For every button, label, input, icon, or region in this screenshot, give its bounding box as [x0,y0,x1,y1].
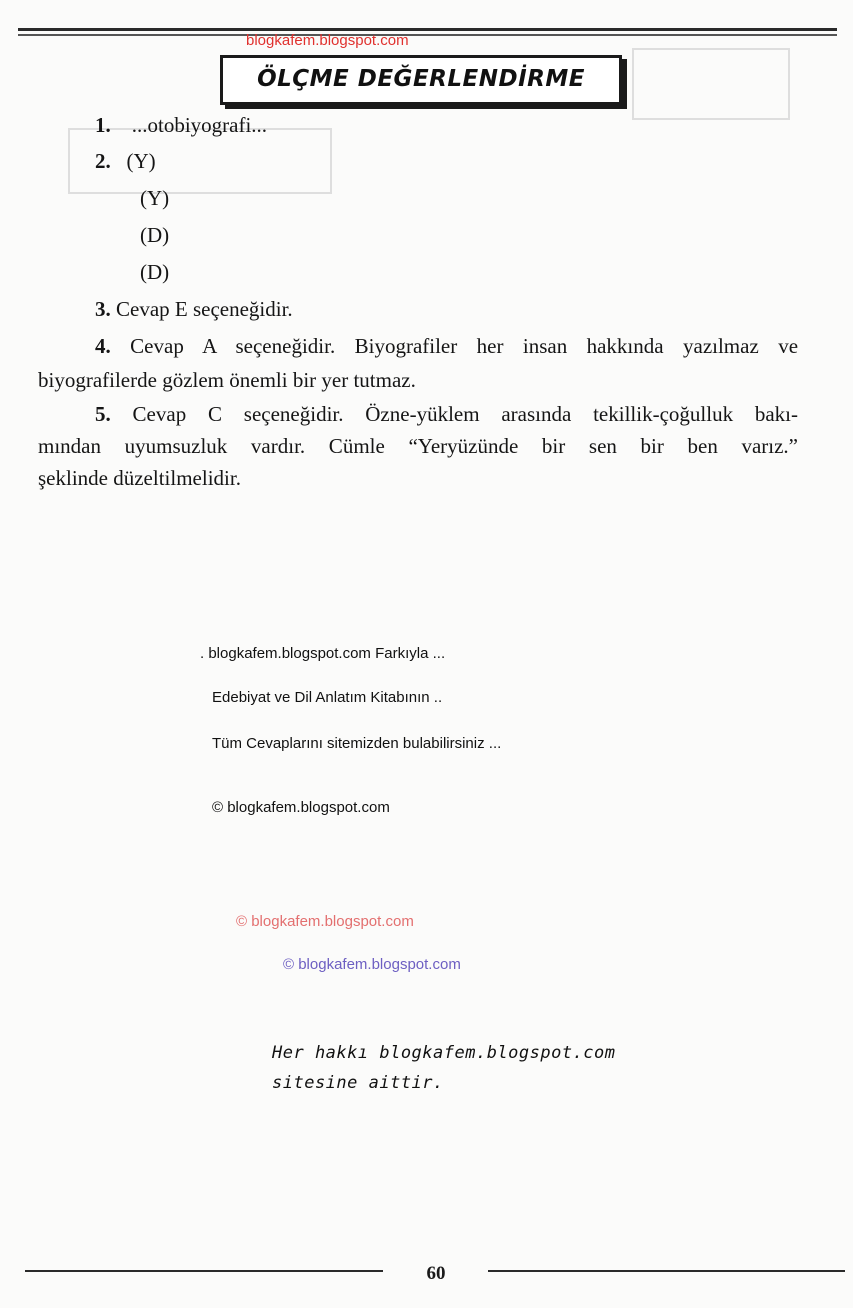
note-copyright: © blogkafem.blogspot.com [212,799,390,816]
title-box [220,55,622,105]
ghost-box-1 [632,48,790,120]
answer-1 [95,113,267,138]
answer-number: 5. [95,402,111,426]
note-kitabinin: Edebiyat ve Dil Anlatım Kitabının .. [212,689,443,706]
handwritten-line-1: Her hakkı blogkafem.blogspot.com [272,1043,616,1063]
answer-text: Cevap C seçeneğidir. Özne-yüklem arasında tekillik-çoğulluk bakı- [132,402,799,426]
top-rule [18,28,837,31]
answer-text: Cevap A seçeneğidir. Biyografiler her insan hakkında yazılmaz ve [130,334,799,358]
answer-2b [140,186,169,211]
note-farkiyla: . blogkafem.blogspot.com Farkıyla ... [200,645,446,662]
answer-4-line2: biyografilerde gözlem önemli bir yer tutmaz. [38,368,416,392]
watermark-purple: © blogkafem.blogspot.com [283,956,461,973]
answer-2d [140,260,169,285]
note-cevaplar: Tüm Cevaplarını sitemizden bulabilirsiniz ... [212,735,502,752]
answer-number: 3. [95,297,111,321]
answer-text: ...otobiyografi... [131,113,268,137]
top-rule-secondary [18,34,837,36]
answer-3 [95,297,293,322]
answer-4-line1 [95,334,798,359]
answer-number: 4. [95,334,111,358]
footer-rule-right [488,1270,845,1272]
answer-text: (D) [140,223,170,247]
page-title: ÖLÇME DEĞERLENDİRME [257,66,585,92]
answer-2a [95,149,156,174]
watermark-red: © blogkafem.blogspot.com [236,913,414,930]
answer-number: 2. [95,149,111,173]
footer-rule-left [25,1270,383,1272]
answer-text: Cevap E seçeneğidir. [116,297,293,321]
answer-text: (Y) [126,149,156,173]
site-link-top[interactable]: blogkafem.blogspot.com [246,32,409,49]
answer-2c [140,223,169,248]
answer-text: (Y) [140,186,170,210]
handwritten-line-2: sitesine aittir. [272,1073,444,1093]
page-number: 60 [426,1263,446,1284]
answer-5-line1 [95,402,798,427]
answer-5-line3: şeklinde düzeltilmelidir. [38,466,241,490]
answer-5-line2: mından uyumsuzluk vardır. Cümle “Yeryüzünde bir sen bir ben varız.” [38,434,798,458]
answer-text: (D) [140,260,170,284]
answer-number: 1. [95,113,111,137]
